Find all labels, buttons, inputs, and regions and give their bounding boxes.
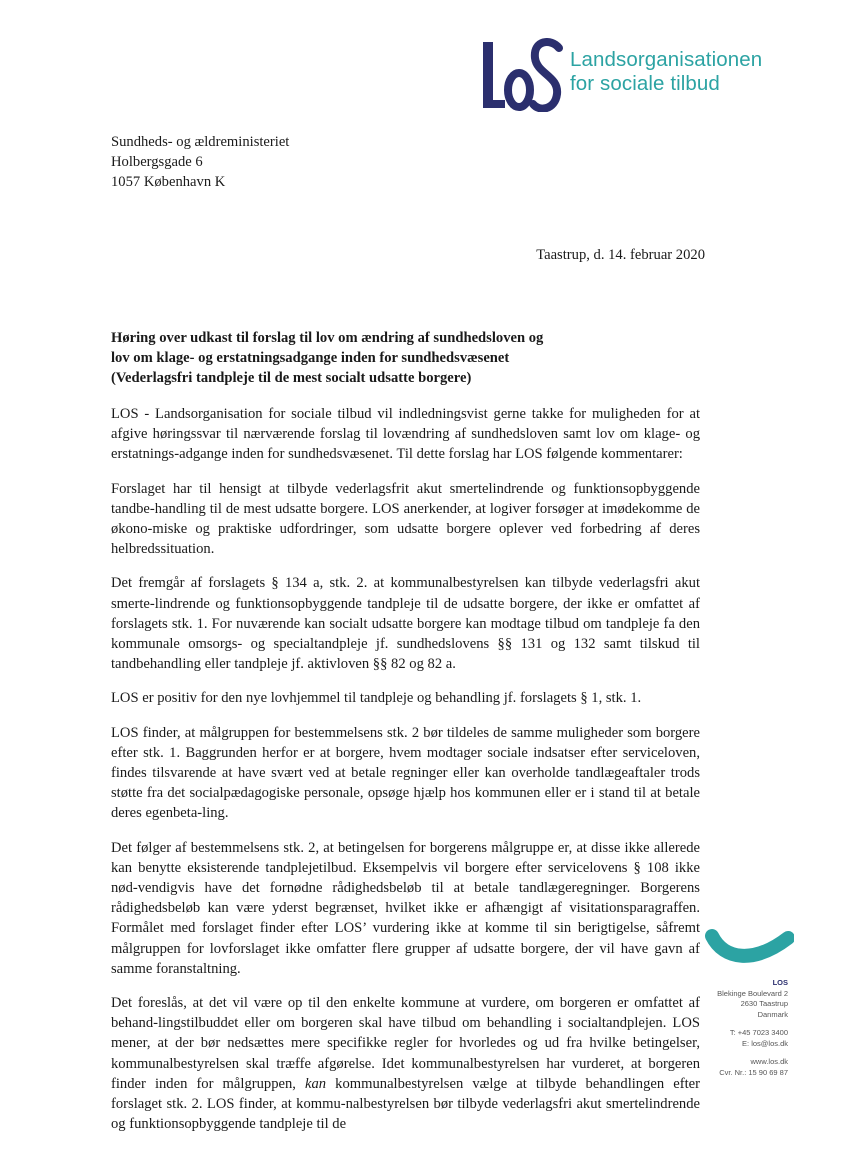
footer-country: Danmark bbox=[757, 1009, 788, 1019]
paragraph-7 bbox=[111, 993, 700, 1134]
letter-body bbox=[111, 404, 700, 1149]
logo-name-line2: for sociale tilbud bbox=[570, 72, 720, 95]
letter-date: Taastrup, d. 14. februar 2020 bbox=[536, 247, 705, 263]
footer-city: 2630 Taastrup bbox=[740, 999, 788, 1008]
footer-wave-icon bbox=[704, 926, 794, 974]
recipient-address bbox=[111, 132, 289, 192]
title-line2: lov om klage- og erstatningsadgange inden for sundhedsvæsenet bbox=[111, 350, 510, 366]
logo-wordmark bbox=[570, 48, 762, 96]
footer-web: www.los.dk bbox=[750, 1057, 788, 1066]
footer-email: E: los@los.dk bbox=[742, 1038, 788, 1048]
logo-name-line1: Landsorganisationen bbox=[570, 48, 763, 71]
los-logo-mark bbox=[481, 38, 565, 112]
los-logo bbox=[481, 38, 781, 113]
paragraph-6: Det følger af bestemmelsens stk. 2, at betingelsen for borgerens målgruppe er, at disse ikke allerede kan benytte eksisterende tandplejetilbud. Eksempelvis vil borgere efter servicelovens § 108 ikke nød-vendigvis have det fornødne rådighedsbeløb til at betale tandlægeregninger. Borgerens rådighedsbeløb kan være yderst begrænset, hvilket ikke er afhængigt af visitationsparagraffen. Formålet med forslaget finder efter LOS’ vurdering ikke at komme til sin berigtigelse, såfremt målgruppen for lovforslaget ikke omfatter flere grupper af udsatte borgere, der vil have gavn af samme foranstaltning. bbox=[111, 839, 700, 977]
footer-org: LOS bbox=[772, 978, 788, 987]
paragraph-7-start: Det foreslås, at det vil være op til den enkelte kommune at vurdere, om borgeren er omfattet af behand-lingstilbuddet eller om borgeren skal have tilbud om behandling i socialtandplejen. LOS mener, at der bør nedsættes mere specifikke regler for hvorledes og ud fra hvilke betingelser, kommunalbestyrelsen skal træffe afgørelse. Idet kommunalbestyrelsen har vurderet, at borgeren finder inden for målgruppen, bbox=[111, 995, 700, 1092]
paragraph-2: Forslaget har til hensigt at tilbyde vederlagsfrit akut smertelindrende og funktionsopbyggende tandbe-handling til de mest udsatte borgere. LOS anerkender, at logiver forsøger at imødekomme de økono-miske og praktiske udfordringer, som udsatte borgere oplever ved forbedring af deres helbredssituation. bbox=[111, 480, 700, 558]
footer-phone: T: +45 7023 3400 bbox=[729, 1028, 788, 1037]
recipient-line2: Holbergsgade 6 bbox=[111, 154, 203, 170]
paragraph-3: Det fremgår af forslagets § 134 a, stk. 2. at kommunalbestyrelsen kan tilbyde vederlagsfri akut smerte-lindrende og funktionsopbyggende tandpleje til de udsatte borgere, der ikke er omfattet af forslagets stk. 1. For nuværende kan socialt udsatte borgere kan modtage tilbud om tandpleje fa den kommunale omsorgs- og specialtandpleje jf. sundhedslovens §§ 131 og 132 samt tilskud til tandbehandling eller tandpleje jf. aktivloven §§ 82 og 82 a. bbox=[111, 575, 700, 673]
letter-title bbox=[111, 328, 711, 388]
paragraph-7-emphasis: kan bbox=[305, 1075, 327, 1092]
paragraph-4: LOS er positiv for den nye lovhjemmel til tandpleje og behandling jf. forslagets § 1, stk. 1. bbox=[111, 690, 642, 707]
title-line1: Høring over udkast til forslag til lov om ændring af sundhedsloven og bbox=[111, 330, 544, 346]
title-line3: (Vederlagsfri tandpleje til de mest socialt udsatte borgere) bbox=[111, 370, 472, 386]
paragraph-7-end: kommunalbestyrelsen vælge at tilbyde behandlingen efter forslaget stk. 2. LOS finder, at kommu-nalbestyrelsen bør tilbyde vederlagsfri akut smertelindrende og funktionsopbyggende tandpleje til de bbox=[111, 1075, 700, 1133]
paragraph-5: LOS finder, at målgruppen for bestemmelsens stk. 2 bør tildeles de samme muligheder som borgere efter stk. 1. Baggrunden herfor er at borgere, hvem modtager sociale indsatser efter serviceloven, findes tilsvarende at have svært ved at betale regninger eller kan overholde tandlægeaftaler trods støtte fra det socialpædagogiske personale, opsøge hjælp hos kommunen eller er i stand til at betale deres egenbeta-ling. bbox=[111, 724, 700, 822]
footer-street: Blekinge Boulevard 2 bbox=[717, 988, 788, 998]
recipient-line1: Sundheds- og ældreministeriet bbox=[111, 134, 290, 150]
paragraph-1: LOS - Landsorganisation for sociale tilbud vil indledningsvist gerne takke for muligheden for at afgive høringssvar til nærværende forslag til lovændring af sundhedsloven samt lov om klage- og erstatnings-adgange inden for sundhedsvæsenet. Til dette forslag har LOS følgende kommentarer: bbox=[111, 406, 700, 463]
recipient-line3: 1057 København K bbox=[111, 174, 226, 190]
footer-contact bbox=[717, 978, 788, 1078]
footer-cvr: Cvr. Nr.: 15 90 69 87 bbox=[719, 1067, 788, 1077]
